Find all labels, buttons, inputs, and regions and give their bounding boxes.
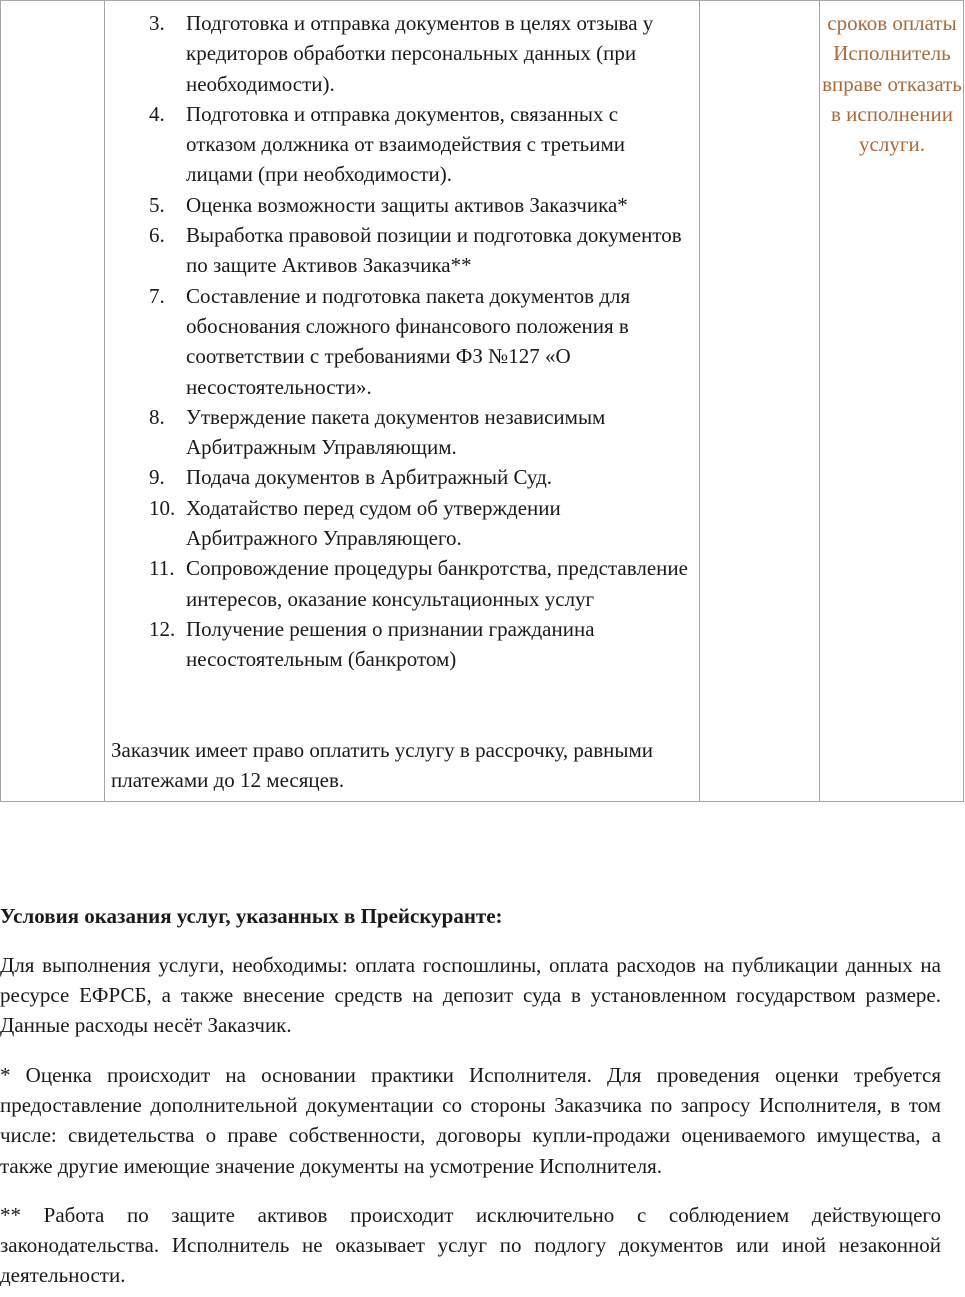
service-step xyxy=(111,99,691,190)
step-text: Оценка возможности защиты активов Заказчика* xyxy=(186,192,628,217)
step-number: 3. xyxy=(149,11,165,35)
step-number: 8. xyxy=(149,404,165,429)
conditions-paragraph: Для выполнения услуги, необходимы: оплата госпошлины, оплата расходов на публикации данных на ресурсе ЕФРСБ, а также внесение средств на депозит суда в установленном государством размере. Данные расходы несёт Заказчик. xyxy=(0,953,941,1038)
step-number: 10. xyxy=(149,495,176,520)
service-step xyxy=(111,190,691,220)
step-text: Составление и подготовка пакета документов для обоснования сложного финансового положения в соответствии с требованиями ФЗ №127 «О несостоятельности». xyxy=(186,283,631,399)
service-step xyxy=(111,462,691,492)
conditions-heading: Условия оказания услуг, указанных в Прейскуранте: xyxy=(0,904,503,928)
service-step xyxy=(111,402,691,463)
step-text: Утверждение пакета документов независимым Арбитражным Управляющим. xyxy=(186,404,606,460)
table-column-divider xyxy=(699,1,700,801)
service-step xyxy=(111,281,691,402)
service-step xyxy=(111,493,691,554)
service-step xyxy=(111,220,691,281)
step-number: 4. xyxy=(149,101,165,126)
payment-terms-note: сроков оплаты Исполнитель вправе отказать в исполнении услуги. xyxy=(822,11,962,157)
assessment-footnote: * Оценка происходит на основании практики Исполнителя. Для проведения оценки требуется предоставление дополнительной документации со стороны Заказчика по запросу Исполнителя, в том числе: свидетельства о праве собственности, договоры купли-продажи оцениваемого имущества, а также другие имеющие значение документы на усмотрение Исполнителя. xyxy=(0,1063,941,1178)
service-steps-list xyxy=(111,8,691,675)
step-text: Подготовка и отправка документов, связанных с отказом должника от взаимодействия с третьими лицами (при необходимости). xyxy=(186,101,626,187)
step-number: 7. xyxy=(149,283,165,308)
step-text: Ходатайство перед судом об утверждении Арбитражного Управляющего. xyxy=(186,495,561,551)
asset-protection-footnote: ** Работа по защите активов происходит исключительно с соблюдением действующего законодательства. Исполнитель не оказывает услуг по подлогу документов или иной незаконной деятельности. xyxy=(0,1203,941,1288)
step-number: 11. xyxy=(149,556,175,581)
step-text: Получение решения о признании гражданина несостоятельным (банкротом) xyxy=(186,616,595,672)
service-step xyxy=(111,8,691,99)
step-number: 9. xyxy=(149,465,165,490)
step-text: Выработка правовой позиции и подготовка документов по защите Активов Заказчика** xyxy=(186,223,682,278)
step-text: Подготовка и отправка документов в целях отзыва у кредиторов обработки персональных данных (при необходимости). xyxy=(186,11,654,96)
step-number: 6. xyxy=(149,223,165,248)
table-column-divider xyxy=(104,1,105,801)
service-step xyxy=(111,614,691,675)
installment-note: Заказчик имеет право оплатить услугу в рассрочку, равными платежами до 12 месяцев. xyxy=(111,738,653,793)
service-step xyxy=(111,553,691,614)
step-text: Подача документов в Арбитражный Суд. xyxy=(186,465,553,490)
step-number: 12. xyxy=(149,616,176,641)
step-text: Сопровождение процедуры банкротства, представление интересов, оказание консультационных услуг xyxy=(186,556,688,611)
step-number: 5. xyxy=(149,192,165,217)
